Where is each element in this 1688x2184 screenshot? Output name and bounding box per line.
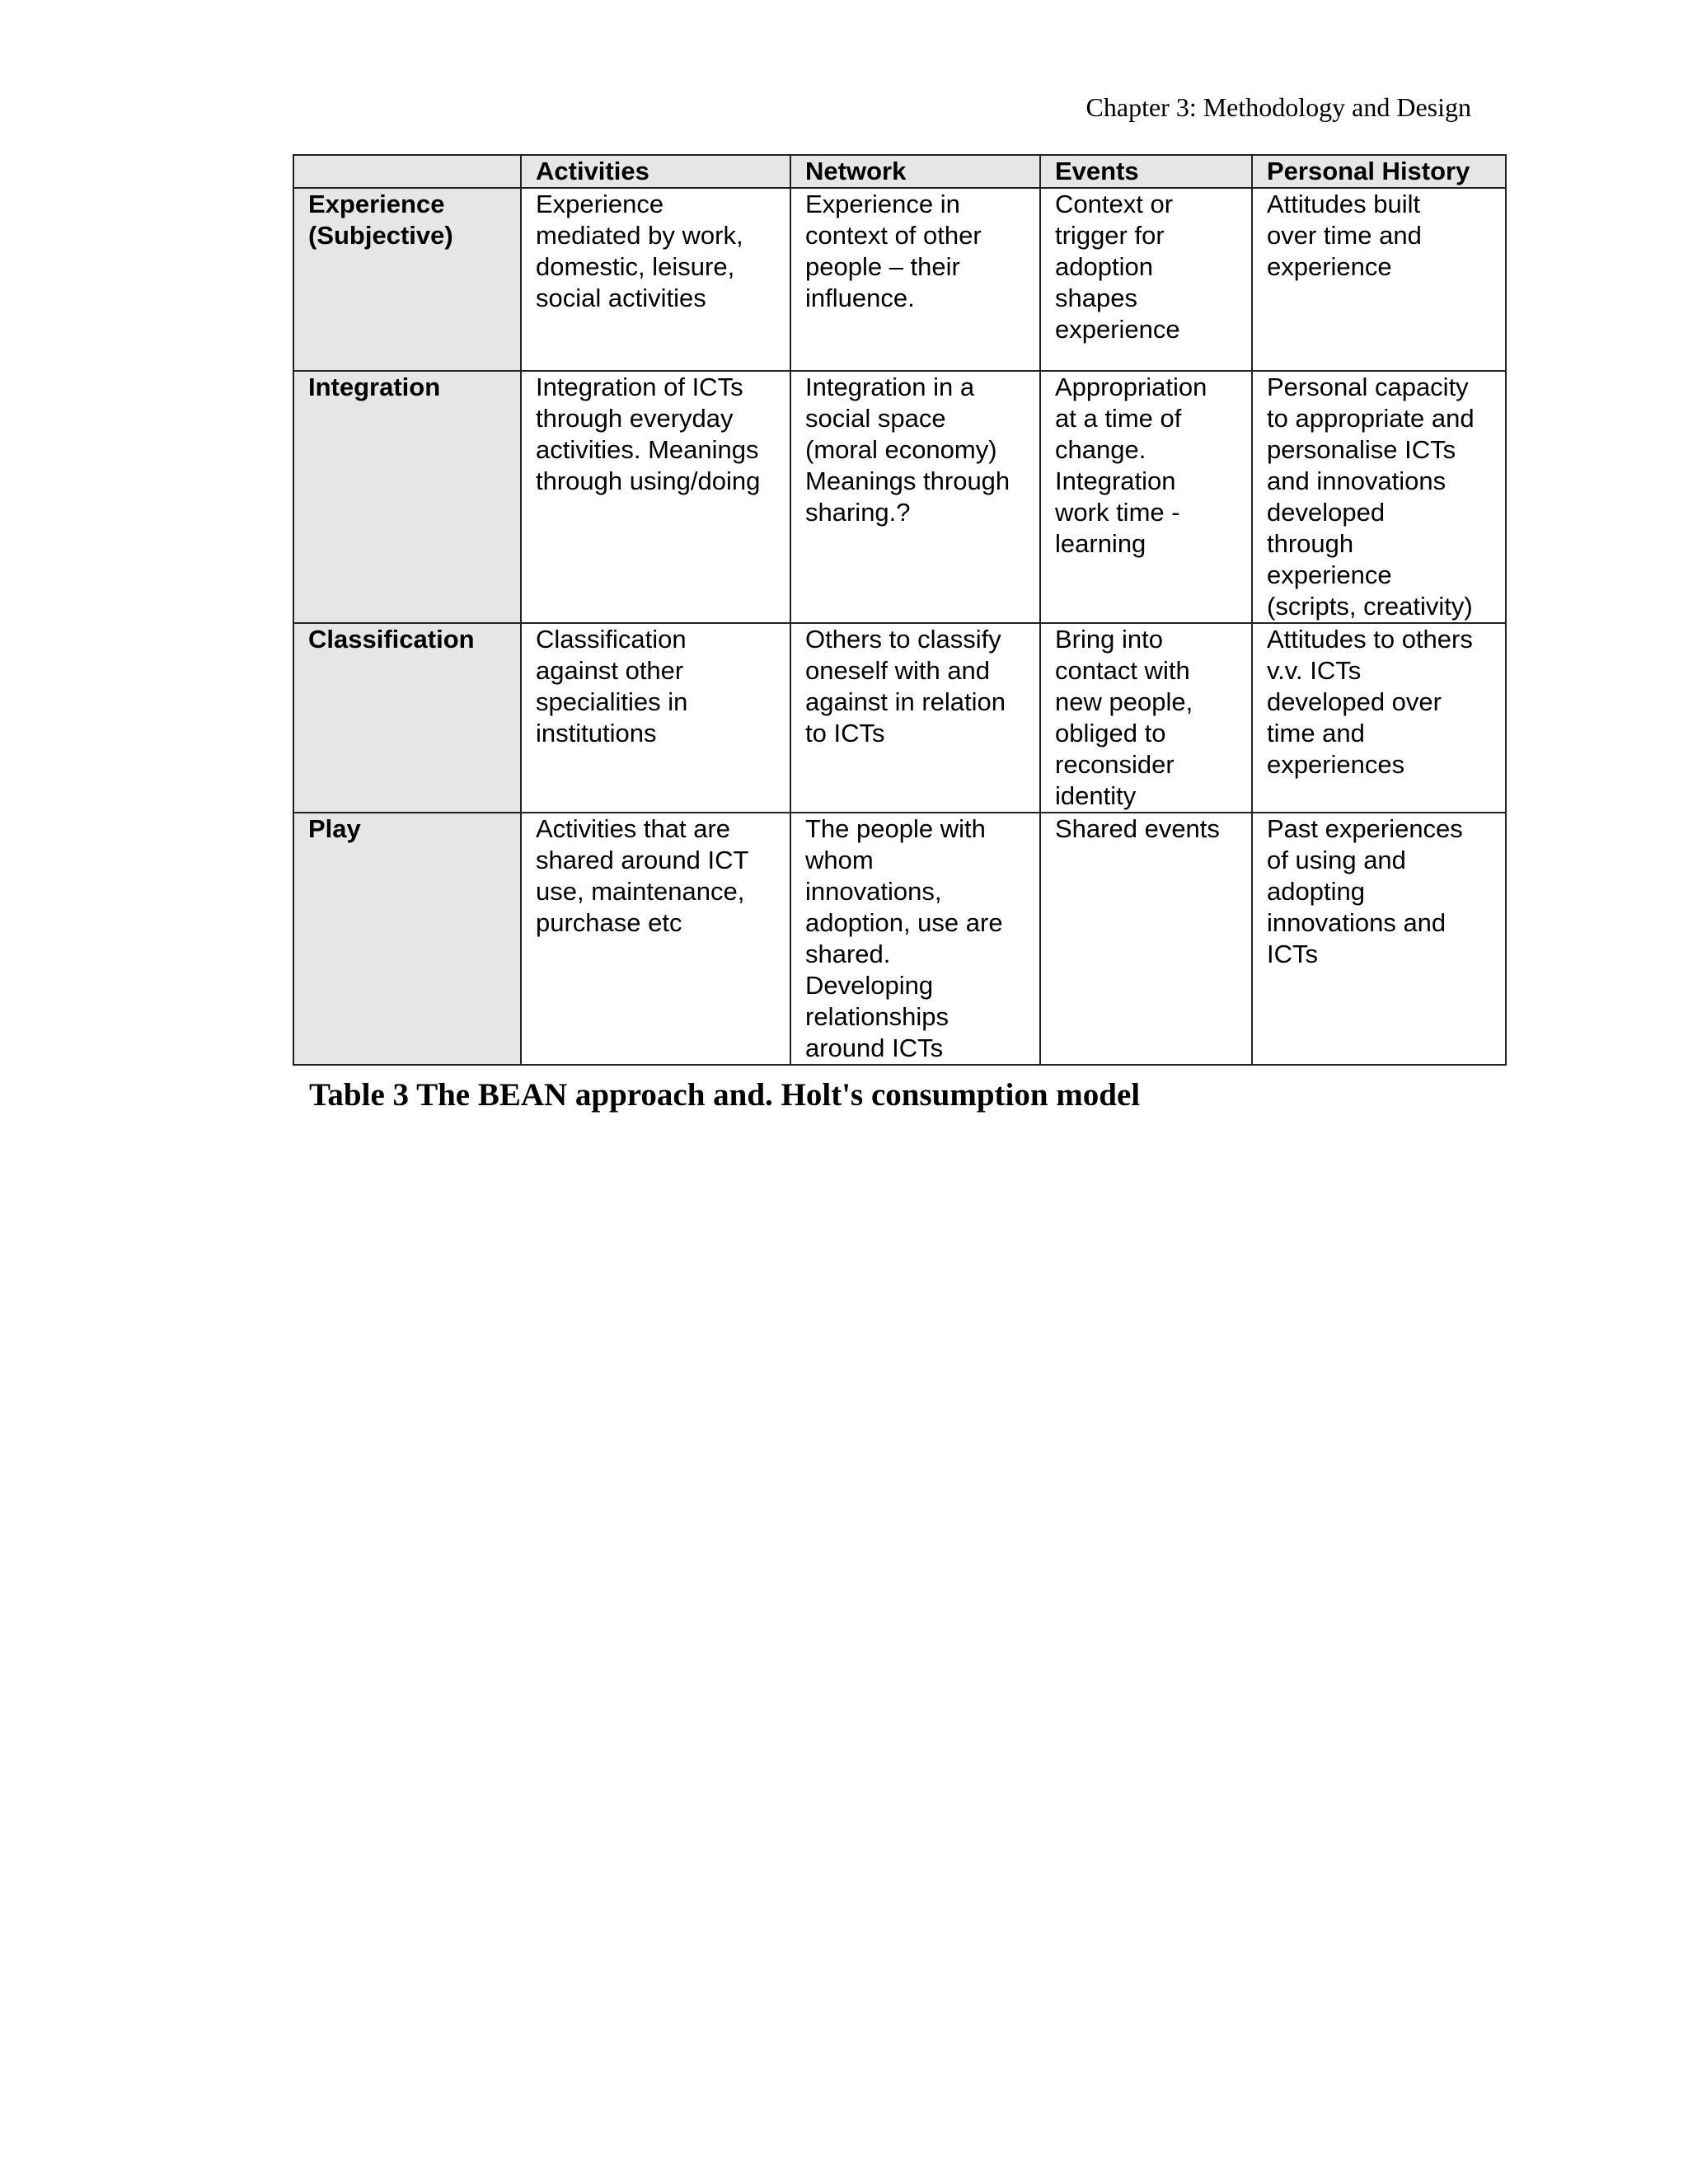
table-cell: Context or trigger for adoption shapes experience — [1040, 188, 1252, 371]
table-header-row — [293, 155, 1506, 188]
table-cell: Personal capacity to appropriate and personalise ICTs and innovations developed through experience (scripts, creativity) — [1252, 371, 1506, 623]
table-cell: Appropriation at a time of change. Integration work time - learning — [1040, 371, 1252, 623]
row-header-play: Play — [293, 813, 521, 1065]
table-cell: Integration of ICTs through everyday activities. Meanings through using/doing — [521, 371, 790, 623]
table-cell: Shared events — [1040, 813, 1252, 1065]
table-cell: Attitudes to others v.v. ICTs developed over time and experiences — [1252, 623, 1506, 813]
column-header-network: Network — [790, 155, 1040, 188]
row-header-integration: Integration — [293, 371, 521, 623]
table-cell: Bring into contact with new people, obliged to reconsider identity — [1040, 623, 1252, 813]
table-row — [293, 371, 1506, 623]
header-corner-cell — [293, 155, 521, 188]
table-cell: Activities that are shared around ICT use, maintenance, purchase etc — [521, 813, 790, 1065]
table-cell: Past experiences of using and adopting innovations and ICTs — [1252, 813, 1506, 1065]
table-cell: Experience mediated by work, domestic, leisure, social activities — [521, 188, 790, 371]
table-row — [293, 623, 1506, 813]
table-cell: Attitudes built over time and experience — [1252, 188, 1506, 371]
table-cell: Others to classify oneself with and against in relation to ICTs — [790, 623, 1040, 813]
column-header-events: Events — [1040, 155, 1252, 188]
row-header-classification: Classification — [293, 623, 521, 813]
table-caption: Table 3 The BEAN approach and. Holt's consumption model — [309, 1077, 1141, 1113]
column-header-personal-history: Personal History — [1252, 155, 1506, 188]
table-cell: Integration in a social space (moral economy) Meanings through sharing.? — [790, 371, 1040, 623]
table-cell: Experience in context of other people – their influence. — [790, 188, 1040, 371]
running-header: Chapter 3: Methodology and Design — [1085, 92, 1471, 122]
bean-table — [293, 154, 1507, 1066]
table-cell: Classification against other specialities in institutions — [521, 623, 790, 813]
table-row — [293, 813, 1506, 1065]
column-header-activities: Activities — [521, 155, 790, 188]
table-row — [293, 188, 1506, 371]
row-header-experience: Experience (Subjective) — [293, 188, 521, 371]
table-cell: The people with whom innovations, adoption, use are shared. Developing relationships around ICTs — [790, 813, 1040, 1065]
